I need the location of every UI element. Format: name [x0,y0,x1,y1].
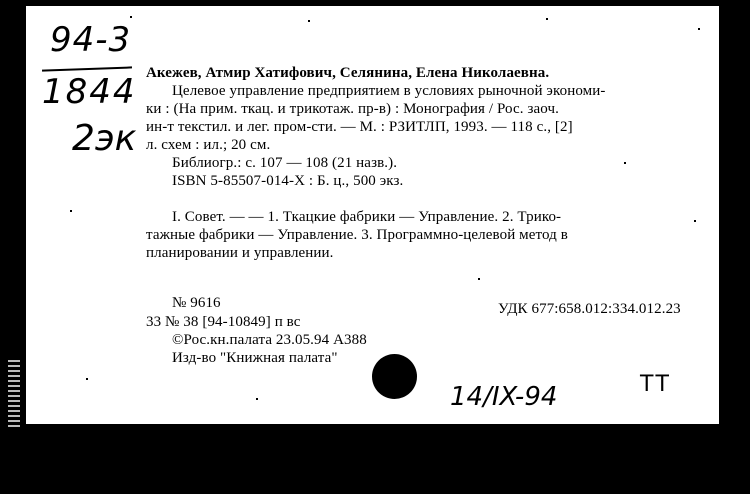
title-line-3: ин-т текстил. и лег. пром-сти. — М. : РЗИТЛП, 1993. — 118 с., [2] [146,119,573,135]
bibliography-note: Библиогр.: с. 107 — 108 (21 назв.). [172,155,398,171]
scan-speck [624,162,626,164]
order-line: 33 № 38 [94-10849] п вс [146,314,301,330]
shelf-mark-bottom: 1844 [42,72,137,112]
catalog-card [26,6,719,424]
scan-speck [70,210,72,212]
scan-speck [694,220,696,222]
record-heading: Акежев, Атмир Хатифович, Селянина, Елена Николаевна. [146,65,550,81]
copies-note: 2эк [72,118,137,159]
subject-line-1: I. Совет. — — 1. Ткацкие фабрики — Управление. 2. Трико- [172,209,562,225]
subject-line-3: планировании и управлении. [146,245,334,261]
subject-line-2: тажные фабрики — Управление. 3. Программно-целевой метод в [146,227,568,243]
record-number: № 9616 [172,295,221,311]
scan-speck [130,16,132,18]
udc-code: УДК 677:658.012:334.012.23 [498,301,681,317]
shelf-mark-top: 94-3 [50,20,132,60]
scan-speck [256,398,258,400]
scan-speck [546,18,548,20]
shelf-mark-divider [42,66,132,71]
title-line-1: Целевое управление предприятием в условиях рыночной экономи- [172,83,606,99]
publisher-line: Изд-во "Книжная палата" [172,350,338,366]
scanner-edge-mark [8,360,20,430]
scan-speck [698,28,700,30]
isbn-line: ISBN 5-85507-014-Х : Б. ц., 500 экз. [172,173,404,189]
title-line-2: ки : (На прим. ткац. и трикотаж. пр-в) : Монография / Рос. заоч. [146,101,559,117]
scan-speck [478,278,480,280]
initials-note: ТТ [640,372,671,397]
date-note: 14/IX-94 [450,382,558,412]
book-chamber-line: ©Рос.кн.палата 23.05.94 А388 [172,332,367,348]
punch-hole [372,354,417,399]
scan-speck [308,20,310,22]
scan-speck [86,378,88,380]
title-line-4: л. схем : ил.; 20 см. [146,137,271,153]
